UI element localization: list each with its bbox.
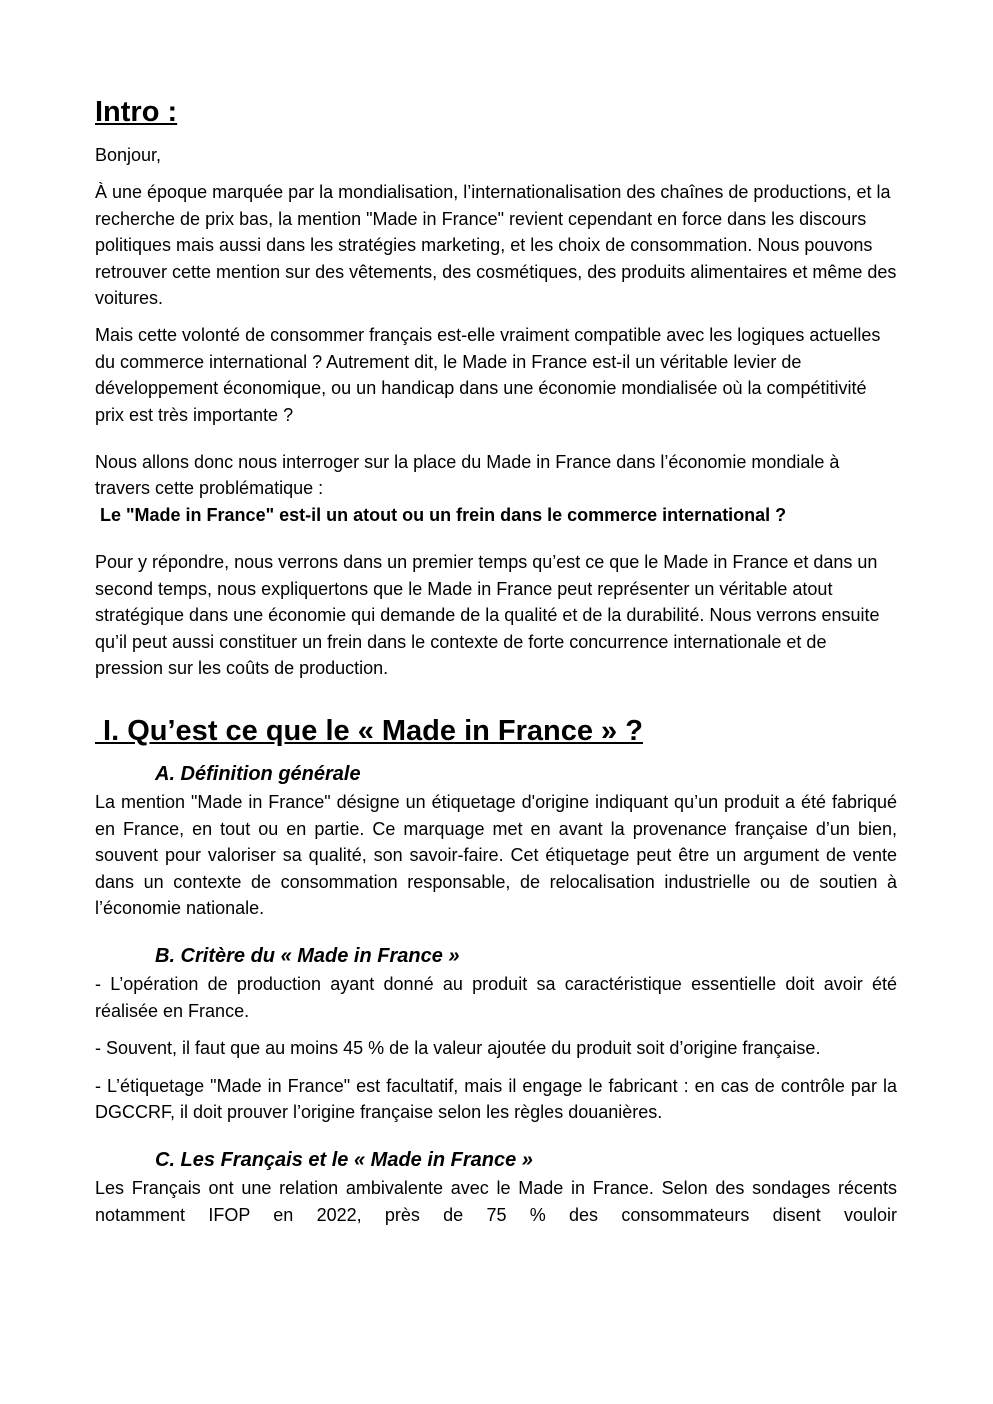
intro-paragraph-3: Nous allons donc nous interroger sur la place du Made in France dans l’économie mondiale à travers cette problématique : xyxy=(95,452,840,499)
subsection-b-heading: B. Critère du « Made in France » xyxy=(155,945,460,968)
criterion-2: - Souvent, il faut que au moins 45 % de la valeur ajoutée du produit soit d’origine française. xyxy=(95,1038,821,1059)
subsection-a-heading: A. Définition générale xyxy=(155,763,361,786)
subsection-c-text: Les Français ont une relation ambivalente avec le Made in France. Selon des sondages récents notamment IFOP en 2022, près de 75 % des consommateurs disent vouloir xyxy=(95,1178,897,1225)
criterion-3: - L’étiquetage "Made in France" est facultatif, mais il engage le fabricant : en cas de contrôle par la DGCCRF, il doit prouver l’origine française selon les règles douanières. xyxy=(95,1075,897,1122)
criterion-1: - L’opération de production ayant donné au produit sa caractéristique essentielle doit avoir été réalisée en France. xyxy=(95,974,897,1021)
greeting: Bonjour, xyxy=(95,145,162,165)
section-1-heading: I. Qu’est ce que le « Made in France » ? xyxy=(95,715,643,748)
intro-paragraph-4: Pour y répondre, nous verrons dans un premier temps qu’est ce que le Made in France et dans un second temps, nous expliquertons que le Made in France peut représenter un véritable atout stratégique dans une économie qui demande de la qualité et de la durabilité. Nous verrons ensuite qu’il peut aussi constituer un frein dans le contexte de forte concurrence internationale et de pression sur les coûts de production. xyxy=(95,552,880,678)
intro-paragraph-2: Mais cette volonté de consommer français est-elle vraiment compatible avec les logiques actuelles du commerce international ? Autrement dit, le Made in France est-il un véritable levier de développement économique, ou un handicap dans une économie mondialisée où la compétitivité prix est très importante ? xyxy=(95,325,881,425)
document-page xyxy=(95,92,897,1228)
intro-heading: Intro : xyxy=(95,96,178,128)
problematique: Le "Made in France" est-il un atout ou un frein dans le commerce international ? xyxy=(95,504,787,525)
intro-paragraph-1: À une époque marquée par la mondialisation, l’internationalisation des chaînes de productions, et la recherche de prix bas, la mention "Made in France" revient cependant en force dans les discours politiques mais aussi dans les stratégies marketing, et les choix de consommation. Nous pouvons retrouver cette mention sur des vêtements, des cosmétiques, des produits alimentaires et même des voitures. xyxy=(95,182,897,309)
subsection-a-text: La mention "Made in France" désigne un étiquetage d'origine indiquant qu’un produit a été fabriqué en France, en tout ou en partie. Ce marquage met en avant la provenance française d’un bien, souvent pour valoriser sa qualité, son savoir-faire. Cet étiquetage peut être un argument de vente dans un contexte de consommation responsable, de relocalisation industrielle ou de soutien à l’économie nationale. xyxy=(95,792,897,918)
subsection-c-heading: C. Les Français et le « Made in France » xyxy=(155,1149,533,1172)
